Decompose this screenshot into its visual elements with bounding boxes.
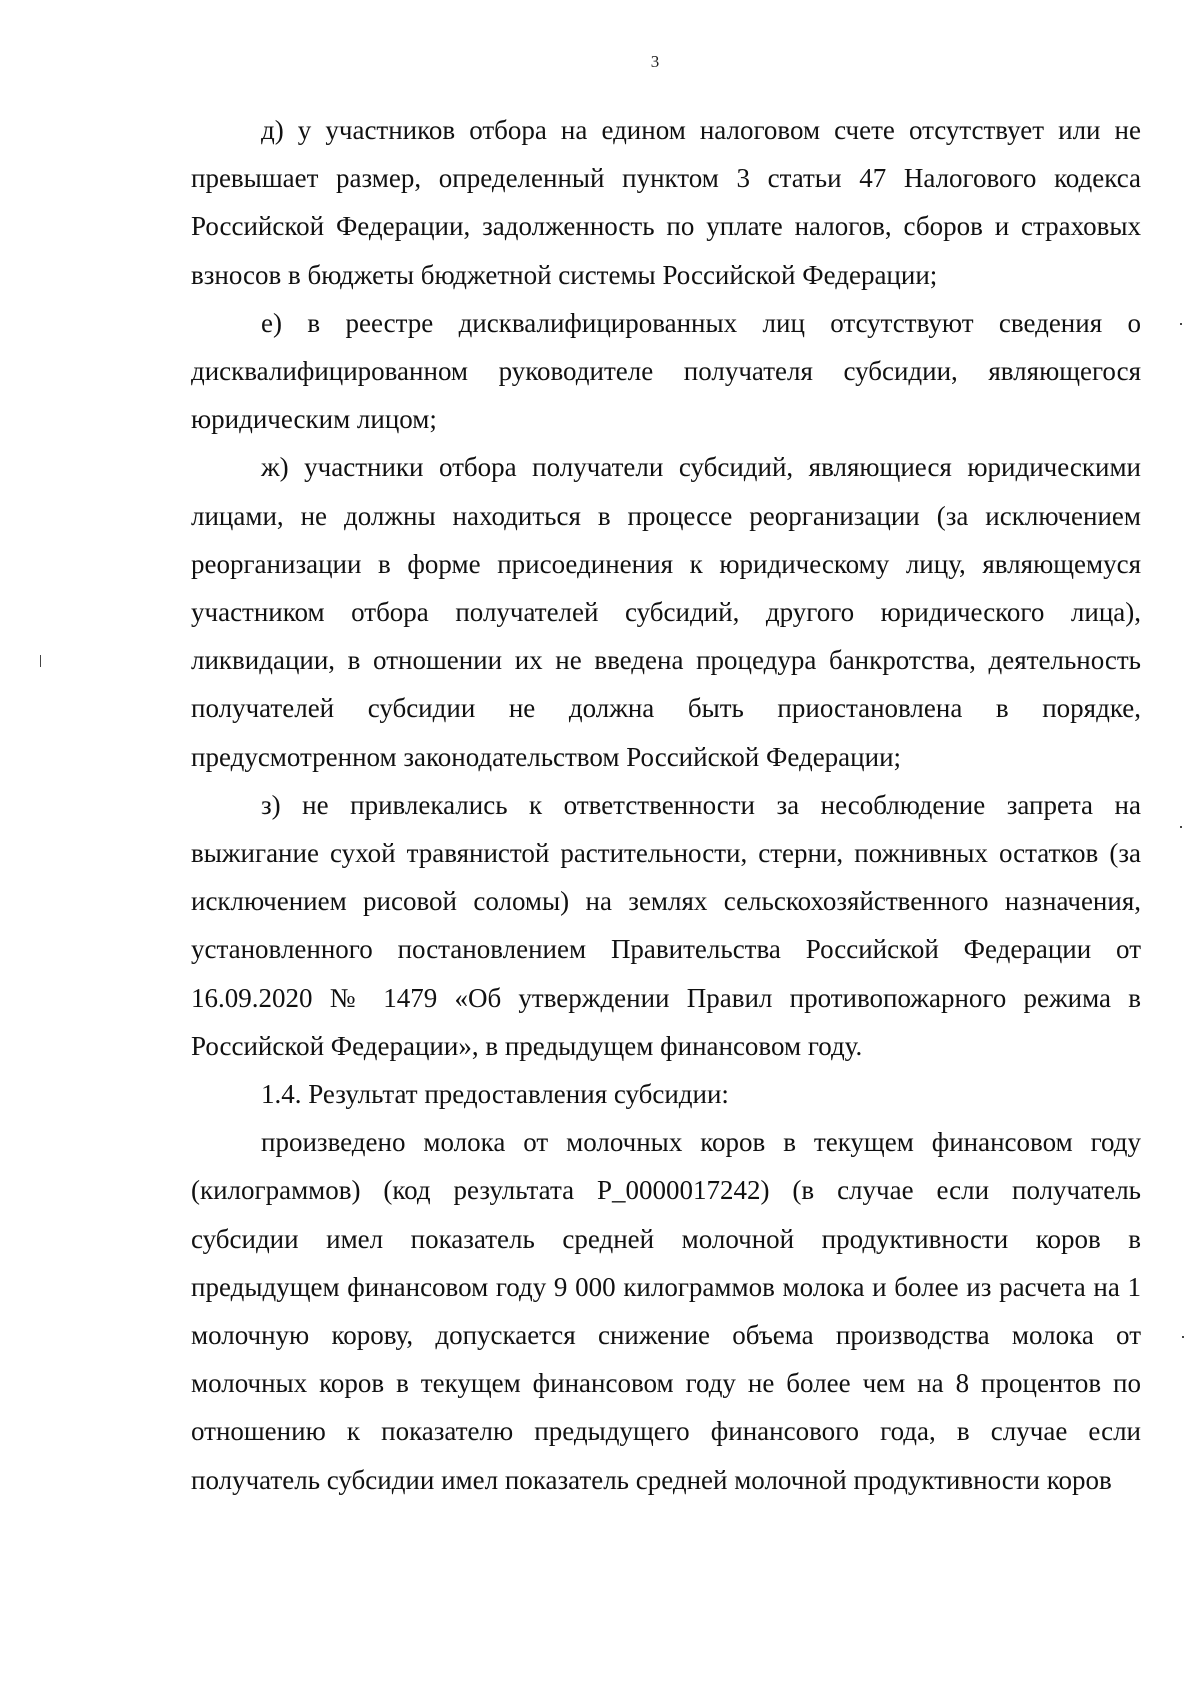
scan-artifact-right-2 [1180, 826, 1182, 828]
paragraph-result: произведено молока от молочных коров в текущем финансовом году (килограммов) (код результата Р_0000017242) (в случае если получатель субсидии имел показатель средней молочной продуктивности коров в предыдущем финансовом году 9 000 килограммов молока и более из расчета на 1 молочную корову, допускается снижение объема производства молока от молочных коров в текущем финансовом году не более чем на 8 процентов по отношению к показателю предыдущего финансового года, в случае если получатель субсидии имел показатель средней молочной продуктивности коров [191, 1127, 1141, 1495]
page-number: 3 [650, 52, 660, 71]
scan-artifact-left [40, 655, 41, 667]
scan-artifact-right-1 [1180, 323, 1182, 325]
document-body [191, 106, 1141, 1504]
paragraph-e: е) в реестре дисквалифицированных лиц отсутствуют сведения о дисквалифицированном руководителе получателя субсидии, являющегося юридическим лицом; [191, 307, 1141, 435]
paragraph-z: з) не привлекались к ответственности за несоблюдение запрета на выжигание сухой травянистой растительности, стерни, пожнивных остатков (за исключением рисовой соломы) на землях сельскохозяйственного назначения, установленного постановлением Правительства Российской Федерации от 16.09.2020 № 1479 «Об утверждении Правил противопожарного режима в Российской Федерации», в предыдущем финансовом году. [191, 789, 1141, 1061]
paragraph-d: д) у участников отбора на едином налоговом счете отсутствует или не превышает размер, определенный пунктом 3 статьи 47 Налогового кодекса Российской Федерации, задолженность по уплате налогов, сборов и страховых взносов в бюджеты бюджетной системы Российской Федерации; [191, 115, 1141, 290]
paragraph-zh: ж) участники отбора получатели субсидий, являющиеся юридическими лицами, не должны находиться в процессе реорганизации (за исключением реорганизации в форме присоединения к юридическому лицу, являющемуся участником отбора получателей субсидий, другого юридического лица), ликвидации, в отношении их не введена процедура банкротства, деятельность получателей субсидии не должна быть приостановлена в порядке, предусмотренном законодательством Российской Федерации; [191, 452, 1141, 772]
scan-artifact-right-3 [1182, 1336, 1184, 1338]
section-heading-1-4: 1.4. Результат предоставления субсидии: [261, 1079, 729, 1110]
